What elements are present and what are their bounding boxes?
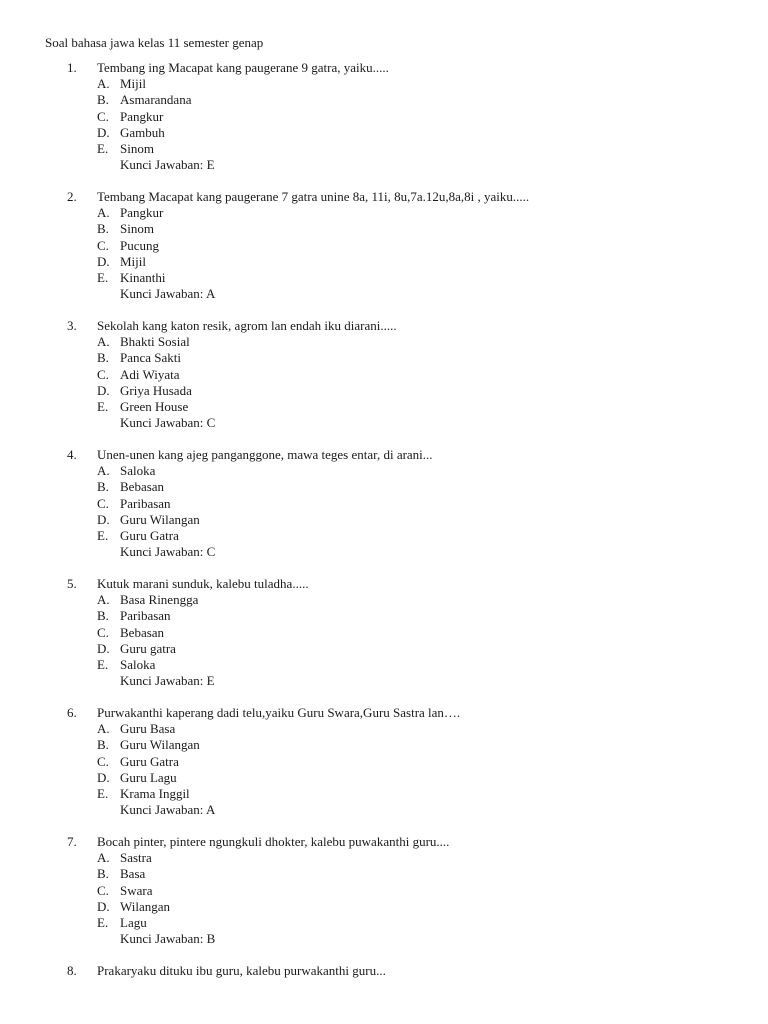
- question-text: Unen-unen kang ajeg panganggone, mawa teges entar, di arani...: [97, 447, 433, 462]
- question-number: 5.: [67, 576, 77, 591]
- option-letter: B.: [97, 350, 109, 366]
- option-text: Paribasan: [120, 608, 171, 624]
- question-text: Purwakanthi kaperang dadi telu,yaiku Guru Swara,Guru Sastra lan….: [97, 705, 461, 720]
- option-row: [0, 608, 768, 624]
- option-text: Gambuh: [120, 124, 165, 140]
- option-letter: A.: [97, 205, 110, 221]
- option-row: [0, 657, 768, 673]
- question-line: [0, 834, 768, 850]
- answer-key-label: Kunci Jawaban:: [120, 931, 204, 947]
- option-letter: C.: [97, 882, 109, 898]
- option-row: [0, 141, 768, 157]
- option-letter: B.: [97, 92, 109, 108]
- option-letter: C.: [97, 495, 109, 511]
- option-row: [0, 754, 768, 770]
- option-letter: E.: [97, 914, 109, 930]
- answer-key-label: Kunci Jawaban:: [120, 673, 204, 689]
- option-text: Green House: [120, 398, 189, 414]
- option-row: [0, 367, 768, 383]
- answer-key-value: B: [206, 931, 216, 947]
- question-line: [0, 705, 768, 721]
- option-text: Bebasan: [120, 479, 165, 495]
- answer-key-value: E: [206, 157, 215, 173]
- option-letter: D.: [97, 382, 110, 398]
- option-text: Kinanthi: [120, 269, 166, 285]
- answer-key: [120, 802, 215, 818]
- answer-key-value: A: [205, 802, 216, 818]
- option-letter: E.: [97, 398, 109, 414]
- question-line: [0, 318, 768, 334]
- option-text: Griya Husada: [120, 382, 192, 398]
- question-text: Sekolah kang katon resik, agrom lan endah iku diarani.....: [97, 318, 397, 333]
- question-number: 7.: [67, 834, 77, 849]
- question-number: 2.: [67, 189, 77, 204]
- answer-key-row: [0, 673, 768, 689]
- option-letter: A.: [97, 850, 110, 866]
- option-text: Guru Basa: [120, 721, 176, 737]
- question-text: Prakaryaku dituku ibu guru, kalebu purwakanthi guru...: [97, 963, 386, 978]
- option-row: [0, 496, 768, 512]
- option-letter: C.: [97, 753, 109, 769]
- option-letter: A.: [97, 76, 110, 92]
- option-row: [0, 641, 768, 657]
- option-letter: C.: [97, 108, 109, 124]
- answer-key-label: Kunci Jawaban:: [120, 415, 204, 431]
- option-letter: D.: [97, 253, 110, 269]
- option-text: Guru gatra: [120, 640, 176, 656]
- option-text: Sinom: [120, 221, 154, 237]
- option-row: [0, 786, 768, 802]
- question-line: [0, 963, 768, 979]
- option-text: Guru Gatra: [120, 753, 179, 769]
- answer-key: [120, 157, 215, 173]
- question-number: 8.: [67, 963, 77, 978]
- option-text: Basa Rinengga: [120, 592, 199, 608]
- option-letter: A.: [97, 463, 110, 479]
- option-text: Saloka: [120, 656, 156, 672]
- option-text: Sastra: [120, 850, 152, 866]
- option-text: Bebasan: [120, 624, 165, 640]
- option-row: [0, 512, 768, 528]
- option-text: Mijil: [120, 253, 147, 269]
- option-text: Panca Sakti: [120, 350, 182, 366]
- answer-key-row: [0, 157, 768, 173]
- option-letter: B.: [97, 608, 109, 624]
- option-text: Lagu: [120, 914, 147, 930]
- option-text: Swara: [120, 882, 153, 898]
- option-letter: B.: [97, 479, 109, 495]
- option-letter: D.: [97, 769, 110, 785]
- option-row: [0, 109, 768, 125]
- option-text: Guru Gatra: [120, 527, 179, 543]
- answer-key-value: C: [206, 415, 216, 431]
- option-row: [0, 238, 768, 254]
- option-letter: A.: [97, 334, 110, 350]
- question-block: [0, 318, 768, 431]
- answer-key-row: [0, 415, 768, 431]
- option-text: Mijil: [120, 76, 147, 92]
- option-letter: C.: [97, 366, 109, 382]
- option-row: [0, 915, 768, 931]
- option-row: [0, 221, 768, 237]
- option-row: [0, 850, 768, 866]
- question-line: [0, 60, 768, 76]
- option-row: [0, 737, 768, 753]
- answer-key-label: Kunci Jawaban:: [120, 286, 204, 302]
- question-text: Tembang Macapat kang paugerane 7 gatra unine 8a, 11i, 8u,7a.12u,8a,8i , yaiku.....: [97, 189, 530, 204]
- question-text: Kutuk marani sunduk, kalebu tuladha.....: [97, 576, 309, 591]
- option-text: Bhakti Sosial: [120, 334, 190, 350]
- option-text: Paribasan: [120, 495, 171, 511]
- question-number: 6.: [67, 705, 77, 720]
- answer-key-value: E: [206, 673, 215, 689]
- option-row: [0, 899, 768, 915]
- question-line: [0, 189, 768, 205]
- option-text: Adi Wiyata: [120, 366, 180, 382]
- option-letter: E.: [97, 140, 109, 156]
- option-text: Guru Wilangan: [120, 511, 200, 527]
- question-block: [0, 576, 768, 689]
- option-letter: A.: [97, 721, 110, 737]
- answer-key-row: [0, 286, 768, 302]
- option-row: [0, 479, 768, 495]
- option-row: [0, 625, 768, 641]
- option-letter: B.: [97, 737, 109, 753]
- option-row: [0, 463, 768, 479]
- option-letter: A.: [97, 592, 110, 608]
- document-title: Soal bahasa jawa kelas 11 semester genap: [45, 35, 264, 50]
- option-row: [0, 270, 768, 286]
- answer-key-label: Kunci Jawaban:: [120, 157, 204, 173]
- option-row: [0, 92, 768, 108]
- question-block: [0, 447, 768, 560]
- option-letter: C.: [97, 624, 109, 640]
- option-text: Asmarandana: [120, 92, 192, 108]
- option-row: [0, 528, 768, 544]
- option-row: [0, 334, 768, 350]
- option-row: [0, 399, 768, 415]
- answer-key: [120, 931, 215, 947]
- option-text: Pangkur: [120, 108, 164, 124]
- option-text: Pucung: [120, 237, 159, 253]
- option-row: [0, 254, 768, 270]
- option-row: [0, 205, 768, 221]
- question-block: [0, 963, 768, 979]
- answer-key-row: [0, 802, 768, 818]
- option-row: [0, 883, 768, 899]
- option-letter: D.: [97, 898, 110, 914]
- option-text: Guru Lagu: [120, 769, 177, 785]
- answer-key-label: Kunci Jawaban:: [120, 802, 204, 818]
- option-row: [0, 125, 768, 141]
- answer-key: [120, 544, 215, 560]
- option-letter: B.: [97, 221, 109, 237]
- question-number: 3.: [67, 318, 77, 333]
- question-block: [0, 834, 768, 947]
- option-text: Krama Inggil: [120, 785, 190, 801]
- question-number: 1.: [67, 60, 77, 75]
- answer-key-label: Kunci Jawaban:: [120, 544, 204, 560]
- answer-key: [120, 286, 215, 302]
- option-row: [0, 721, 768, 737]
- option-row: [0, 592, 768, 608]
- question-text: Tembang ing Macapat kang paugerane 9 gatra, yaiku.....: [97, 60, 389, 75]
- answer-key: [120, 415, 215, 431]
- option-row: [0, 770, 768, 786]
- question-number: 4.: [67, 447, 77, 462]
- option-text: Saloka: [120, 463, 156, 479]
- option-text: Wilangan: [120, 898, 171, 914]
- option-letter: D.: [97, 124, 110, 140]
- option-row: [0, 866, 768, 882]
- answer-key-row: [0, 544, 768, 560]
- option-letter: E.: [97, 785, 109, 801]
- option-row: [0, 383, 768, 399]
- answer-key-value: C: [206, 544, 216, 560]
- option-text: Pangkur: [120, 205, 164, 221]
- question-line: [0, 447, 768, 463]
- question-block: [0, 705, 768, 818]
- question-block: [0, 189, 768, 302]
- option-text: Sinom: [120, 140, 154, 156]
- option-text: Guru Wilangan: [120, 737, 200, 753]
- option-letter: D.: [97, 511, 110, 527]
- answer-key-row: [0, 931, 768, 947]
- question-block: [0, 60, 768, 173]
- option-letter: E.: [97, 269, 109, 285]
- option-row: [0, 76, 768, 92]
- answer-key-value: A: [205, 286, 216, 302]
- answer-key: [120, 673, 215, 689]
- option-letter: B.: [97, 866, 109, 882]
- option-row: [0, 350, 768, 366]
- question-text: Bocah pinter, pintere ngungkuli dhokter, kalebu puwakanthi guru....: [97, 834, 450, 849]
- option-letter: D.: [97, 640, 110, 656]
- option-letter: E.: [97, 527, 109, 543]
- option-letter: E.: [97, 656, 109, 672]
- question-line: [0, 576, 768, 592]
- option-letter: C.: [97, 237, 109, 253]
- option-text: Basa: [120, 866, 146, 882]
